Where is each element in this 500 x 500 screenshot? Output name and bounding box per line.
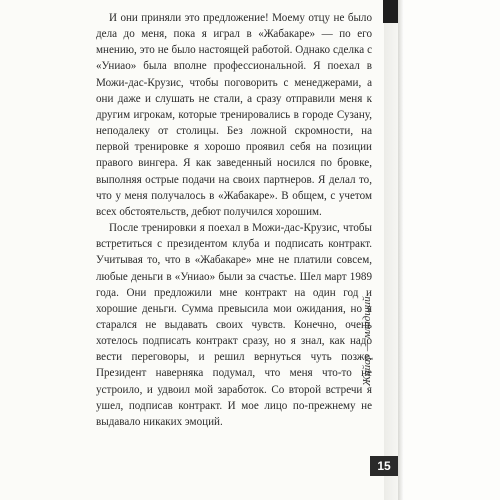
gutter-shadow [398,0,404,500]
running-title: Жайар — младший [361,296,373,386]
page-edge-strip [384,0,398,500]
page-number: 15 [370,456,398,476]
paragraph-1: И они приняли это предложение! Моему отцу не было дела до меня, пока я играл в «Жабакаре» — по его мнению, это не было настоящей работой. Однако сделка с «Униао» была вполне профессиональной. Я поехал в Можи-дас-Крузис, чтобы поговорить с менеджерами, а они даже и слушать не стали, а сразу отправили меня к другим игрокам, которые тренировались в городе Сузану, неподалеку от столицы. Без ложной скромности, на первой тренировке я хорошо проявил себя на позиции правого вингера. Я как заведенный носился по бровке, выполняя острые подачи на своих партнеров. Я делал то, что у меня получалось в «Жабакаре». В общем, с учетом всех обстоятельств, дебют получился хорошим. [96,12,372,218]
paragraph-2: После тренировки я поехал в Можи-дас-Крузис, чтобы встретиться с президентом клуба и подписать контракт. Учитывая то, что в «Жабакаре» мне не платили совсем, любые деньги в «Униао» были за счастье. Шел март 1989 года. Они предложили мне контракт на один год и хорошие деньги. Сумма превысила мои ожидания, но я старался не выдавать своих чувств. Конечно, очень хотелось подписать контракт сразу, но я знал, как надо вести переговоры, и решил вернуться чуть позже. Президент наверняка подумал, что меня что-то не устроило, и удвоил мой заработок. Со второй встречи я ушел, подписав контракт. И мое лицо по-прежнему не выдавало никаких эмоций. [96,222,372,428]
corner-tab [383,0,399,23]
body-text [96,10,372,430]
